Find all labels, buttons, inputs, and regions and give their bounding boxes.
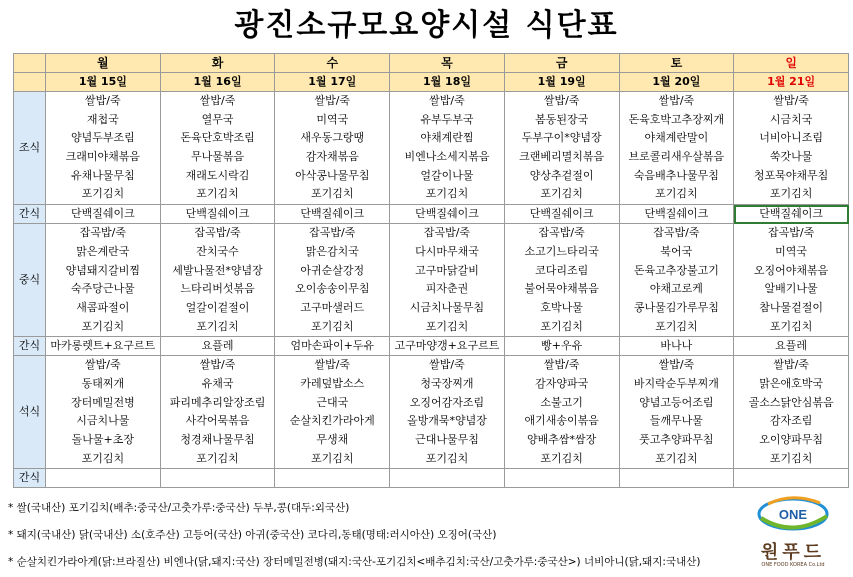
lunch-row <box>14 224 849 337</box>
menu-item: 열무국 <box>201 112 234 126</box>
lunch-cell[interactable] <box>46 224 161 337</box>
menu-item: 얼갈이나물 <box>420 168 474 182</box>
afternoon-snack-cell[interactable]: 고구마양갱+요구르트 <box>390 337 505 356</box>
menu-item: 포기김치 <box>81 451 125 465</box>
menu-item: 북어국 <box>660 244 693 258</box>
menu-item: 포기김치 <box>311 319 354 333</box>
morning-snack-cell[interactable]: 단백질쉐이크 <box>619 205 734 224</box>
lunch-cell[interactable] <box>160 224 275 337</box>
menu-item: 포기김치 <box>540 319 583 333</box>
menu-item: 두부구이*양념장 <box>521 131 602 145</box>
breakfast-cell[interactable] <box>504 92 619 205</box>
menu-item: 참나물겉절이 <box>759 300 823 314</box>
menu-item: 올방개묵*양념장 <box>407 414 487 428</box>
menu-item: 소고기느타리국 <box>524 244 599 258</box>
afternoon-snack-cell[interactable]: 빵+우유 <box>504 337 619 356</box>
menu-item: 포기김치 <box>540 187 583 201</box>
menu-item: 포기김치 <box>769 187 813 201</box>
menu-item: 쌀밥/죽 <box>658 358 695 372</box>
date-header-row <box>14 73 849 92</box>
menu-item: 청포묵야채무침 <box>753 168 829 182</box>
date-header: 1월 19일 <box>504 73 619 92</box>
menu-item: 포기김치 <box>655 319 698 333</box>
menu-item: 장터메밀전병 <box>70 395 135 409</box>
menu-item: 느타리버섯볶음 <box>180 282 255 296</box>
dinner-cell[interactable] <box>619 356 734 469</box>
menu-item: 오이양파무침 <box>759 433 823 446</box>
menu-item: 포기김치 <box>311 187 354 201</box>
evening-snack-cell[interactable] <box>275 469 390 488</box>
menu-item: 오징어감자조림 <box>409 395 485 409</box>
morning-snack-label: 간식 <box>14 205 46 224</box>
menu-item: 불어묵야채볶음 <box>524 282 599 296</box>
menu-item: 너비아니조림 <box>759 131 823 145</box>
menu-item: 쌀밥/죽 <box>658 94 695 107</box>
afternoon-snack-cell[interactable]: 마카롱렛트+요구르트 <box>46 337 161 356</box>
menu-item: 유채국 <box>201 376 234 390</box>
menu-item: 소불고기 <box>540 395 583 409</box>
menu-item: 쌀밥/죽 <box>543 358 580 372</box>
menu-item: 콩나물김가루무침 <box>633 300 719 314</box>
menu-item: 맑은계란국 <box>76 244 130 258</box>
menu-item: 고구마샐러드 <box>300 300 365 314</box>
menu-item: 돈육고추장불고기 <box>633 263 719 277</box>
afternoon-snack-cell[interactable]: 바나나 <box>619 337 734 356</box>
menu-item: 포기김치 <box>540 451 583 465</box>
menu-item: 들깨무나물 <box>649 414 703 428</box>
menu-item: 아귀순살강정 <box>300 263 365 277</box>
menu-item: 포기김치 <box>196 319 239 333</box>
dinner-cell[interactable] <box>46 356 161 469</box>
menu-item: 돌나물+초장 <box>71 433 135 446</box>
menu-item: 봄동된장국 <box>535 112 589 126</box>
menu-item: 쌀밥/죽 <box>429 94 465 107</box>
menu-item: 양념두부조림 <box>70 131 135 145</box>
menu-item: 잡곡밥/죽 <box>538 226 585 240</box>
morning-snack-row <box>14 205 849 224</box>
menu-item: 세발나물전*양념장 <box>172 263 263 277</box>
menu-item: 잡곡밥/죽 <box>194 226 241 240</box>
menu-item: 감자채볶음 <box>305 150 359 164</box>
menu-item: 돈육호박고추장찌개 <box>628 112 725 126</box>
origin-note: * 쌀(국내산) 포기김치(배추:중국산/고춧가루:중국산) 두부,콩(대두:외국산) <box>8 502 350 514</box>
menu-item: 맑은애호박국 <box>759 376 823 390</box>
menu-item: 잡곡밥/죽 <box>423 226 471 240</box>
menu-item: 양념고등어조림 <box>639 395 714 409</box>
menu-item: 동태찌개 <box>81 376 125 390</box>
menu-item: 숙음배추나물무침 <box>633 168 719 182</box>
menu-item: 카레덮밥소스 <box>300 376 365 390</box>
menu-item: 근대국 <box>316 395 349 409</box>
menu-item: 포기김치 <box>769 319 813 333</box>
day-header: 일 <box>734 54 849 73</box>
menu-item: 포기김치 <box>655 187 698 201</box>
menu-item: 포기김치 <box>81 187 125 201</box>
menu-item: 야채계란말이 <box>644 131 709 145</box>
menu-item: 돈육단호박조림 <box>180 131 255 145</box>
dinner-label: 석식 <box>14 356 46 469</box>
dinner-cell[interactable] <box>734 356 849 469</box>
menu-item: 골소스닭안심볶음 <box>748 395 834 409</box>
menu-item: 얼갈이겉절이 <box>185 300 250 314</box>
evening-snack-row <box>14 469 849 488</box>
menu-item: 숙주당근나물 <box>70 282 135 296</box>
lunch-label: 중식 <box>14 224 46 337</box>
breakfast-cell[interactable] <box>390 92 505 205</box>
date-header: 1월 18일 <box>390 73 505 92</box>
afternoon-snack-label: 간식 <box>14 337 46 356</box>
menu-item: 쑥갓나물 <box>769 150 813 164</box>
breakfast-cell[interactable] <box>619 92 734 205</box>
menu-item: 미역국 <box>775 244 808 258</box>
date-header: 1월 17일 <box>275 73 390 92</box>
origin-note: * 돼지(국내산) 닭(국내산) 소(호주산) 고등어(국산) 아귀(중국산) 코다리,동태(명태:러시아산) 오징어(국산) <box>8 529 497 541</box>
menu-item: 크랜베리멸치볶음 <box>519 150 605 164</box>
menu-item: 잡곡밥/죽 <box>309 226 356 240</box>
logo-name: 원푸드 <box>760 542 826 563</box>
afternoon-snack-cell[interactable]: 요플레 <box>734 337 849 356</box>
menu-item: 새콤파절이 <box>76 300 130 314</box>
menu-item: 무나물볶음 <box>190 150 245 164</box>
dinner-cell[interactable] <box>504 356 619 469</box>
menu-item: 쌀밥/죽 <box>85 94 121 107</box>
menu-item: 잡곡밥/죽 <box>768 226 815 240</box>
menu-item: 브로콜리새우살볶음 <box>628 150 725 164</box>
lunch-cell[interactable] <box>504 224 619 337</box>
menu-item: 무생채 <box>316 433 349 446</box>
menu-item: 다시마무채국 <box>415 244 479 258</box>
menu-item: 시금치나물 <box>76 414 130 428</box>
evening-snack-cell[interactable] <box>619 469 734 488</box>
menu-item: 포기김치 <box>425 451 469 465</box>
menu-item: 포기김치 <box>196 187 239 201</box>
date-header: 1월 16일 <box>160 73 275 92</box>
menu-item: 코다리조림 <box>535 263 589 277</box>
menu-item: 재래도시락김 <box>185 168 250 182</box>
origin-note: * 순살치킨가라아게(닭:브라질산) 비엔나(닭,돼지:국산) 장터메밀전병(돼지:국산-포기김치<배추김치:국산/고춧가루:중국산>) 너비아니(닭,돼지:국내산) <box>8 556 701 568</box>
menu-item: 포기김치 <box>196 451 239 465</box>
menu-item: 포기김치 <box>425 187 469 201</box>
dinner-cell[interactable] <box>390 356 505 469</box>
menu-item: 근대나물무침 <box>415 433 479 446</box>
menu-item: 양념돼지갈비찜 <box>65 263 141 277</box>
menu-item: 사각어묵볶음 <box>185 414 250 428</box>
menu-item: 쌀밥/죽 <box>85 358 121 372</box>
menu-item: 포기김치 <box>655 451 698 465</box>
evening-snack-cell[interactable] <box>504 469 619 488</box>
lunch-cell[interactable] <box>275 224 390 337</box>
day-header: 금 <box>504 54 619 73</box>
menu-item: 미역국 <box>316 112 349 126</box>
day-header: 화 <box>160 54 275 73</box>
date-header: 1월 21일 <box>734 73 849 92</box>
breakfast-cell[interactable] <box>275 92 390 205</box>
menu-item: 맑은감치국 <box>305 244 359 258</box>
day-header-row <box>14 54 849 73</box>
day-header: 목 <box>390 54 505 73</box>
lunch-cell[interactable] <box>619 224 734 337</box>
menu-item: 쌀밥/죽 <box>199 358 236 372</box>
menu-item: 비엔나소세지볶음 <box>404 150 490 164</box>
breakfast-row <box>14 92 849 205</box>
menu-item: 야채계란찜 <box>420 131 474 145</box>
menu-item: 파리메추리알장조림 <box>169 395 266 409</box>
morning-snack-cell[interactable]: 단백질쉐이크 <box>390 205 505 224</box>
menu-item: 유부두부국 <box>420 112 474 126</box>
date-header: 1월 20일 <box>619 73 734 92</box>
menu-item: 오징어야채볶음 <box>753 263 829 277</box>
menu-item: 잡곡밥/죽 <box>79 226 126 240</box>
menu-item: 바지락순두부찌개 <box>633 376 719 390</box>
menu-item: 포기김치 <box>425 319 469 333</box>
menu-item: 잡곡밥/죽 <box>653 226 700 240</box>
menu-item: 쌀밥/죽 <box>199 94 236 107</box>
morning-snack-cell[interactable]: 단백질쉐이크 <box>275 205 390 224</box>
menu-item: 오이송송이무침 <box>295 282 370 296</box>
logo-badge-text: ONE <box>778 507 808 522</box>
menu-item: 청국장찌개 <box>420 376 474 390</box>
company-logo <box>748 494 838 568</box>
evening-snack-label: 간식 <box>14 469 46 488</box>
menu-item: 시금치나물무침 <box>409 300 485 314</box>
day-header: 수 <box>275 54 390 73</box>
menu-item: 애기새송이볶음 <box>524 414 599 428</box>
menu-item: 유채나물무침 <box>70 168 135 182</box>
menu-item: 잔치국수 <box>196 244 239 258</box>
afternoon-snack-cell[interactable]: 엄마손파이+두유 <box>275 337 390 356</box>
menu-item: 쌀밥/죽 <box>429 358 465 372</box>
morning-snack-cell[interactable]: 단백질쉐이크 <box>504 205 619 224</box>
menu-item: 호박나물 <box>540 300 583 314</box>
menu-item: 쌀밥/죽 <box>314 358 351 372</box>
date-header: 1월 15일 <box>46 73 161 92</box>
day-header: 토 <box>619 54 734 73</box>
evening-snack-cell[interactable] <box>46 469 161 488</box>
one-food-logo-icon <box>748 494 838 538</box>
menu-item: 양상추겉절이 <box>529 168 594 182</box>
dinner-row <box>14 356 849 469</box>
lunch-cell[interactable] <box>734 224 849 337</box>
menu-item: 고구마닭갈비 <box>415 263 479 277</box>
menu-item: 쌀밥/죽 <box>773 358 809 372</box>
page-title: 광진소규모요양시설 식단표 <box>234 8 619 43</box>
menu-item: 쌀밥/죽 <box>314 94 351 107</box>
menu-item: 쌀밥/죽 <box>543 94 580 107</box>
menu-item: 포기김치 <box>769 451 813 465</box>
evening-snack-cell[interactable] <box>160 469 275 488</box>
breakfast-label: 조식 <box>14 92 46 205</box>
menu-item: 감자양파국 <box>535 376 589 390</box>
lunch-cell[interactable] <box>390 224 505 337</box>
afternoon-snack-cell[interactable]: 요플레 <box>160 337 275 356</box>
menu-item: 새우동그랑땡 <box>300 131 365 145</box>
menu-item: 재첩국 <box>86 112 119 126</box>
breakfast-cell[interactable] <box>46 92 161 205</box>
morning-snack-cell[interactable]: 단백질쉐이크 <box>734 205 849 224</box>
menu-item: 풋고추양파무침 <box>639 433 714 446</box>
menu-item: 포기김치 <box>311 451 354 465</box>
menu-item: 시금치국 <box>769 112 813 126</box>
menu-item: 양배추쌈*쌈장 <box>527 433 597 446</box>
menu-item: 순살치킨가라아게 <box>289 414 375 428</box>
menu-item: 쌀밥/죽 <box>773 94 809 107</box>
evening-snack-cell[interactable] <box>390 469 505 488</box>
menu-item: 아삭콩나물무침 <box>295 168 370 182</box>
menu-item: 감자조림 <box>769 414 813 428</box>
menu-item: 청경채나물무침 <box>180 433 255 446</box>
afternoon-snack-row <box>14 337 849 356</box>
menu-table <box>13 53 849 488</box>
dinner-cell[interactable] <box>275 356 390 469</box>
menu-item: 알배기나물 <box>764 282 818 296</box>
origin-notes <box>8 495 701 576</box>
day-header: 월 <box>46 54 161 73</box>
morning-snack-cell[interactable]: 단백질쉐이크 <box>160 205 275 224</box>
morning-snack-cell[interactable]: 단백질쉐이크 <box>46 205 161 224</box>
breakfast-cell[interactable] <box>734 92 849 205</box>
dinner-cell[interactable] <box>160 356 275 469</box>
corner-cell <box>14 54 46 73</box>
evening-snack-cell[interactable] <box>734 469 849 488</box>
menu-item: 피자춘권 <box>425 282 469 296</box>
menu-item: 포기김치 <box>81 319 125 333</box>
menu-item: 크래미야채볶음 <box>65 150 141 164</box>
logo-sub: ONE FOOD KOREA Co.Ltd <box>761 562 825 568</box>
corner-cell <box>14 73 46 92</box>
menu-item: 야채고로케 <box>649 282 703 296</box>
breakfast-cell[interactable] <box>160 92 275 205</box>
